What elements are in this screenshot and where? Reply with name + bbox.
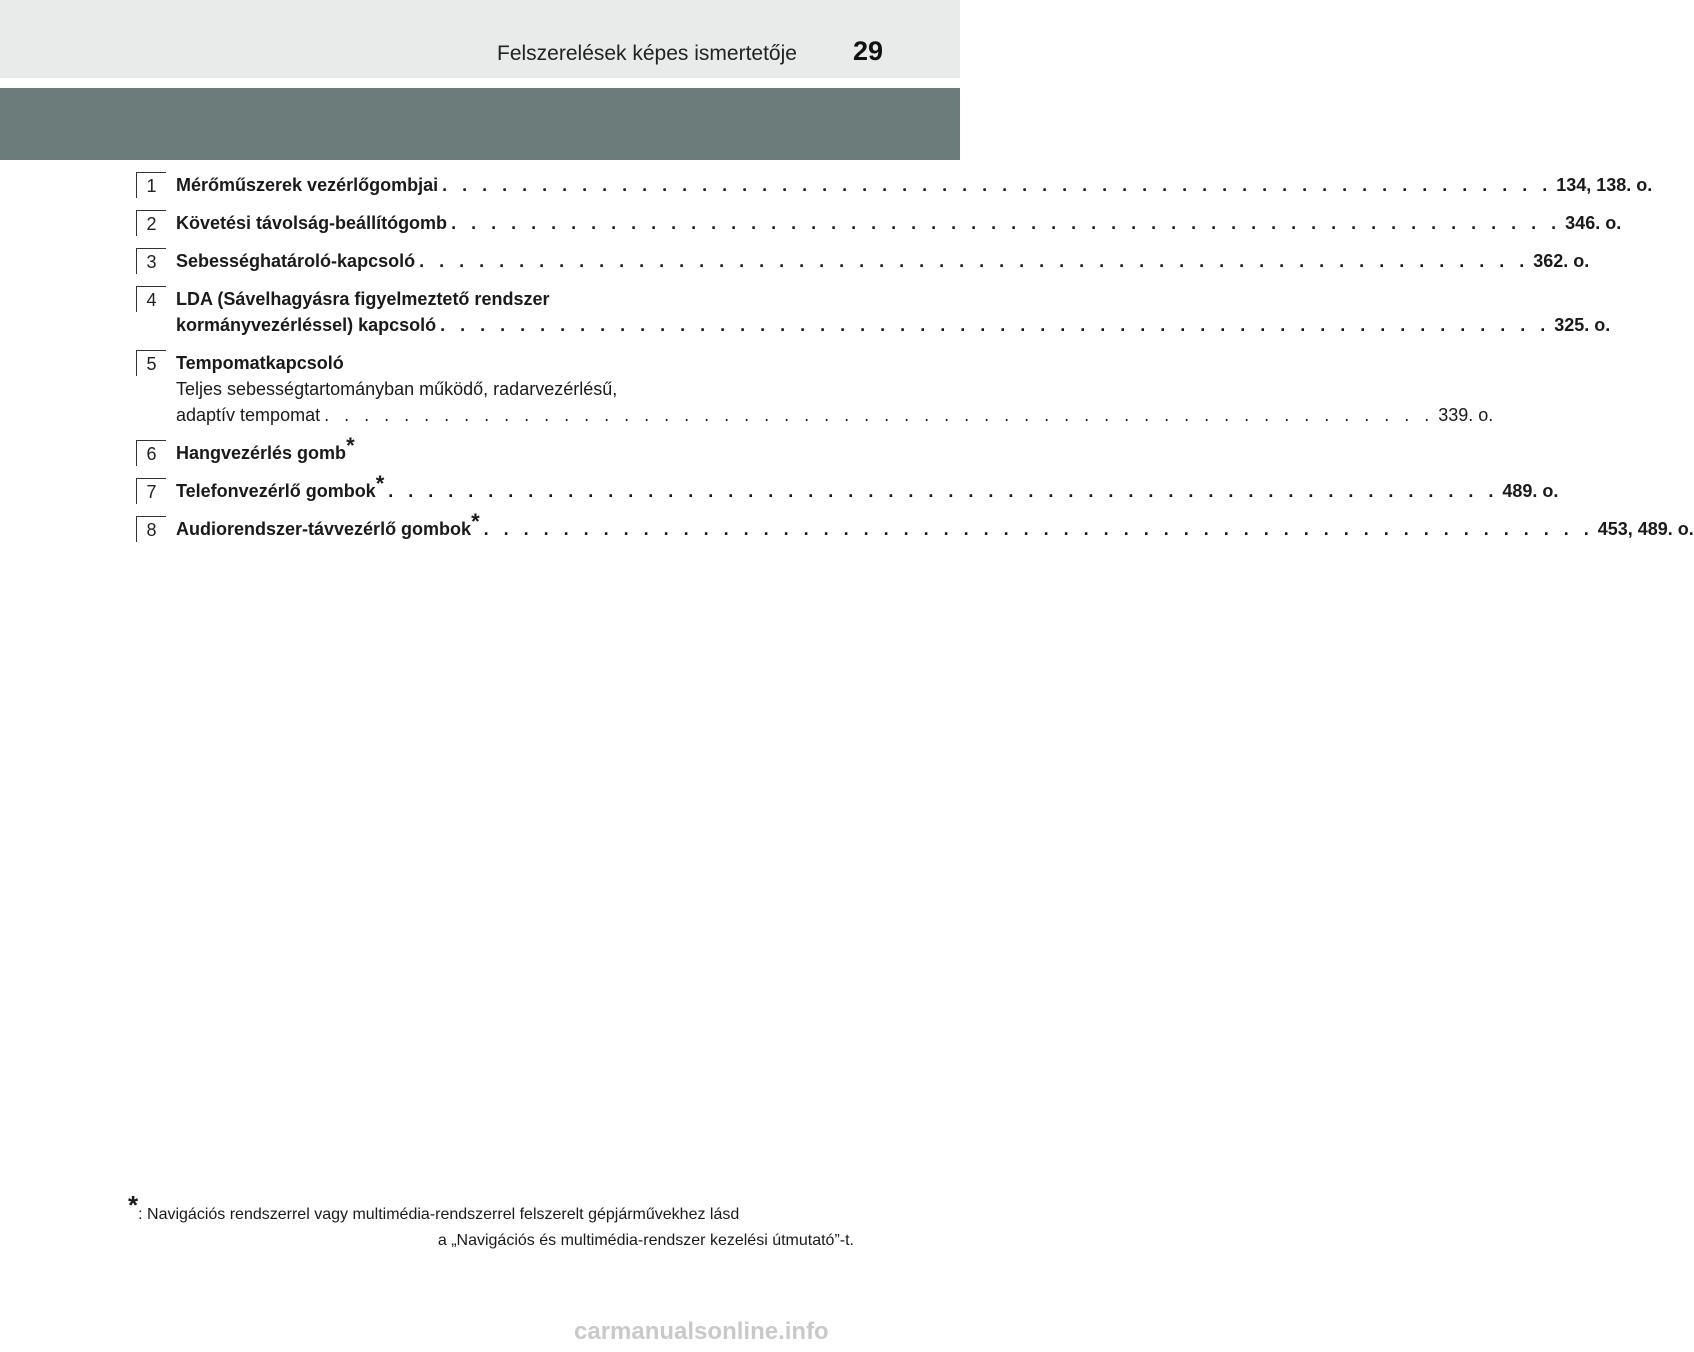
item-number: 7 [136,478,166,504]
item-sublabel: Teljes sebességtartományban működő, radarvezérlésű, [176,379,618,399]
leader-dots: . . . . . . . . . . . . . . . . . . . . . . . . . . . . . . . . . . . . . . . . . . . . . . . . . . . . . . . . [388,481,1499,501]
list-item [136,286,1611,338]
page-reference[interactable]: 489. o. [1502,481,1559,501]
item-label: LDA (Sávelhagyásra figyelmeztető rendszer [176,289,550,309]
footnote-line2: a „Navigációs és multimédia-rendszer kezelési útmutató”-t. [437,1232,854,1249]
page-reference[interactable]: 362. o. [1533,251,1590,271]
asterisk-mark: * [346,433,355,458]
list-item [136,210,1622,236]
item-label-continued: kormányvezérléssel) kapcsoló [176,315,437,335]
item-number: 8 [136,516,166,542]
footnote [128,1190,854,1254]
item-list [136,172,1694,554]
list-item [136,172,1653,198]
item-label: Mérőműszerek vezérlőgombjai [176,175,439,195]
leader-dots: . . . . . . . . . . . . . . . . . . . . . . . . . . . . . . . . . . . . . . . . . . . . . . . . . . . . . . . . [440,315,1551,335]
item-number: 6 [136,440,166,466]
list-item [136,433,816,466]
page-reference[interactable]: 325. o. [1554,315,1611,335]
leader-dots: . . . . . . . . . . . . . . . . . . . . . . . . . . . . . . . . . . . . . . . . . . . . . . . . . . . . . . . . [442,175,1553,195]
leader-dots: . . . . . . . . . . . . . . . . . . . . . . . . . . . . . . . . . . . . . . . . . . . . . . . . . . . . . . . . [483,519,1594,539]
item-number: 5 [136,350,166,376]
watermark: carmanualsonline.info [574,1318,829,1345]
page-reference[interactable]: 339. o. [1438,405,1494,425]
item-label: Sebességhatároló-kapcsoló [176,251,416,271]
header-strip [0,0,960,78]
list-item [136,350,1494,428]
item-label: Audiorendszer-távvezérlő gombok [176,519,472,539]
image-band [0,88,960,160]
page-reference[interactable]: 453, 489. o. [1597,519,1694,539]
page-reference[interactable]: 346. o. [1565,213,1622,233]
asterisk-mark: * [471,509,480,534]
footnote-asterisk: * [128,1190,139,1220]
item-sublabel-continued: adaptív tempomat [176,405,321,425]
item-number: 4 [136,286,166,312]
page-number: 29 [853,36,884,66]
item-label: Hangvezérlés gomb [176,443,347,463]
list-item [136,471,1559,504]
item-number: 3 [136,248,166,274]
asterisk-mark: * [375,471,385,496]
list-item [136,248,1590,274]
item-number: 1 [136,172,166,198]
section-title: Felszerelések képes ismertetője [497,42,797,65]
item-label: Tempomatkapcsoló [176,353,344,373]
list-item [136,509,1694,542]
leader-dots: . . . . . . . . . . . . . . . . . . . . . . . . . . . . . . . . . . . . . . . . . . . . . . . . . . . . . . . . [451,213,1562,233]
footnote-line1: : Navigációs rendszerrel vagy multimédia-rendszerrel felszerelt gépjárművekhez lásd [138,1206,740,1223]
item-label: Telefonvezérlő gombok [176,481,376,501]
item-label: Követési távolság-beállítógomb [176,213,448,233]
page-reference[interactable]: 134, 138. o. [1556,175,1653,195]
item-number: 2 [136,210,166,236]
leader-dots: . . . . . . . . . . . . . . . . . . . . . . . . . . . . . . . . . . . . . . . . . . . . . . . . . . . . . . . . [324,405,1435,425]
leader-dots: . . . . . . . . . . . . . . . . . . . . . . . . . . . . . . . . . . . . . . . . . . . . . . . . . . . . . . . . [419,251,1530,271]
